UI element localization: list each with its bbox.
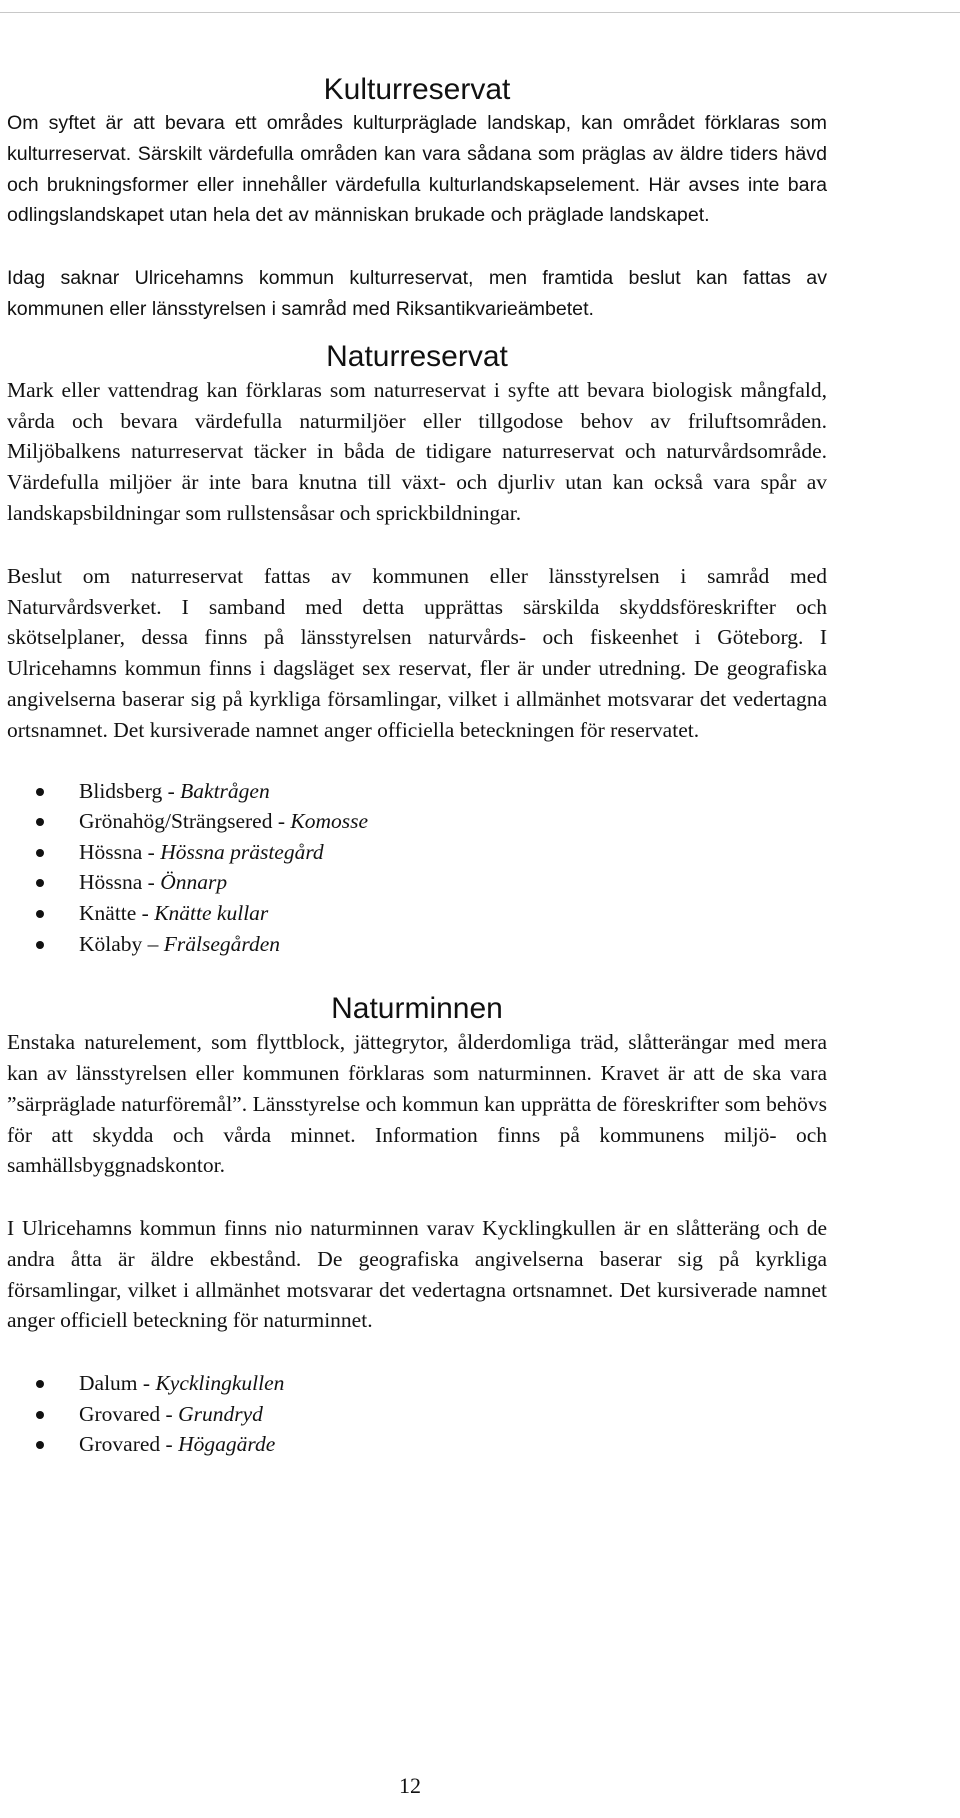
naturreservat-list (7, 776, 827, 960)
bullet-icon (36, 1411, 44, 1419)
paragraph-kulturreservat-status: Idag saknar Ulricehamns kommun kulturreservat, men framtida beslut kan fattas av kommunen eller länsstyrelsen i samråd med Riksantikvarieämbetet. (7, 267, 827, 320)
naturminnen-list (7, 1368, 827, 1460)
list-item-place: Grovared - (79, 1401, 179, 1426)
bullet-icon (36, 788, 44, 796)
bullet-icon (36, 1441, 44, 1449)
list-item-official-name: Komosse (290, 809, 369, 834)
list-item (7, 898, 827, 929)
list-item (7, 837, 827, 868)
list-item (7, 1368, 827, 1399)
bullet-icon (36, 818, 44, 826)
list-item-official-name: Önnarp (160, 870, 228, 895)
list-item-official-name: Frälsegården (163, 931, 281, 956)
list-item-official-name: Knätte kullar (154, 900, 269, 925)
paragraph-kulturreservat-intro: Om syftet är att bevara ett områdes kulturpräglade landskap, kan området förklaras som kulturreservat. Särskilt värdefulla områden kan vara sådana som präglas av äldre tiders hävd och brukningsformer eller innehåller värdefulla kulturlandskapselement. Här avses inte bara odlingslandskapet utan hela det av människan brukade och präglade landskapet. (7, 112, 827, 227)
list-item-place: Hössna - (79, 870, 161, 895)
list-item-official-name: Baktrågen (180, 778, 270, 803)
list-item (7, 1399, 827, 1430)
list-item-official-name: Kycklingkullen (155, 1371, 285, 1396)
heading-naturminnen: Naturminnen (331, 992, 503, 1026)
bullet-icon (36, 879, 44, 887)
list-item (7, 1429, 827, 1460)
list-item-place: Dalum - (79, 1371, 156, 1396)
page-number: 12 (399, 1773, 421, 1798)
paragraph-naturreservat-intro: Mark eller vattendrag kan förklaras som naturreservat i syfte att bevara biologisk mångfald, vårda och bevara värdefulla naturmiljöer eller tillgodose behov av friluftsområden. Miljöbalkens naturreservat täcker in båda de tidigare naturreservat och naturvårdsområde. Värdefulla miljöer är inte bara knutna till växt- och djurliv utan kan också vara spår av landskapsbildningar som rullstensåsar och sprickbildningar. (7, 377, 827, 525)
heading-naturreservat: Naturreservat (326, 339, 508, 373)
bullet-icon (36, 910, 44, 918)
paragraph-naturreservat-decisions: Beslut om naturreservat fattas av kommunen eller länsstyrelsen i samråd med Naturvårdsverket. I samband med detta upprättas särskilda skyddsföreskrifter och skötselplaner, dessa finns på länsstyrelsen naturvårds- och fiskeenhet i Göteborg. I Ulricehamns kommun finns i dagsläget sex reservat, fler är under utredning. De geografiska angivelserna baserar sig på kyrkliga församlingar, vilket i allmänhet motsvarar det vedertagna ortsnamnet. Det kursiverade namnet anger officiella beteckningen för reservatet. (7, 563, 827, 742)
list-item-place: Hössna - (79, 839, 161, 864)
list-item (7, 806, 827, 837)
list-item (7, 776, 827, 807)
bullet-icon (36, 1380, 44, 1388)
list-item-place: Blidsberg - (79, 778, 181, 803)
list-item (7, 867, 827, 898)
bullet-icon (36, 849, 44, 857)
paragraph-naturminnen-list-intro: I Ulricehamns kommun finns nio naturminnen varav Kycklingkullen är en slåtteräng och de andra åtta är äldre ekbestånd. De geografiska angivelserna baserar sig på kyrkliga församlingar, vilket i allmänhet motsvarar det vedertagna ortsnamnet. Det kursiverade namnet anger officiell beteckning för naturminnet. (7, 1216, 827, 1333)
list-item-place: Knätte - (79, 900, 155, 925)
bullet-icon (36, 941, 44, 949)
list-item-official-name: Grundryd (178, 1401, 263, 1426)
list-item-official-name: Högagärde (178, 1432, 276, 1457)
heading-kulturreservat: Kulturreservat (323, 73, 511, 106)
list-item-place: Kölaby – (79, 931, 164, 956)
list-item-place: Grönahög/Strängsered - (79, 809, 291, 834)
paragraph-naturminnen-intro: Enstaka naturelement, som flyttblock, jättegrytor, ålderdomliga träd, slåtterängar med mera kan av länsstyrelsen eller kommunen förklaras som naturminnen. Kravet är att de ska vara ”särpräglade naturföremål”. Länsstyrelse och kommun kan upprätta de föreskrifter som behövs för att skydda och vårda minnet. Information finns på kommunens miljö- och samhällsbyggnadskontor. (7, 1030, 827, 1178)
list-item (7, 929, 827, 960)
document-page (7, 0, 827, 1460)
list-item-official-name: Hössna prästegård (160, 839, 324, 864)
list-item-place: Grovared - (79, 1432, 179, 1457)
